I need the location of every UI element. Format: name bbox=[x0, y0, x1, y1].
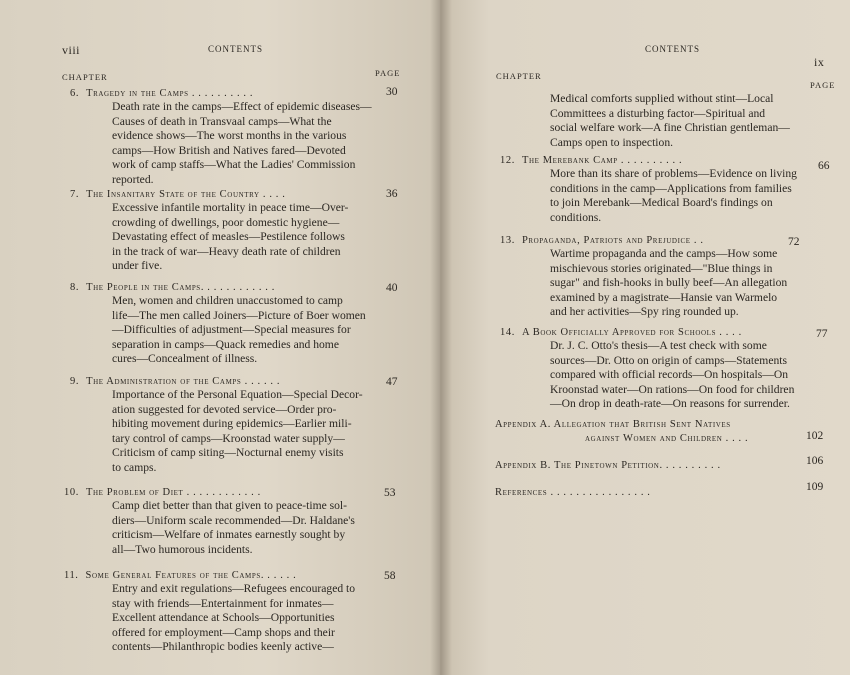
toc-entry bbox=[70, 88, 372, 188]
toc-entry bbox=[64, 570, 355, 655]
toc-entry-page: 66 bbox=[818, 160, 830, 172]
toc-entry-summary: More than its share of problems—Evidence on living conditions in the camp—Applications from families to join Merebank—Medical Board's findings on conditions. bbox=[550, 167, 797, 224]
appendix-a-title: Appendix A. Allegation that British Sent Natives bbox=[495, 419, 731, 430]
toc-entry-title: 8. The People in the Camps. . . . . . . . . . . . bbox=[70, 282, 275, 293]
toc-entry bbox=[70, 376, 363, 476]
right-page bbox=[440, 0, 850, 675]
page-column-heading: PAGE bbox=[810, 80, 836, 90]
toc-continuation-summary: Medical comforts supplied without stint—Local Committees a disturbing factor—Spiritual and social welfare work—A fine Christian gentleman— Camps open to inspection. bbox=[550, 92, 790, 149]
toc-entry-summary: Dr. J. C. Otto's thesis—A test check with some sources—Dr. Otto on origin of camps—Statements compared with official records—On hospitals—On Kroonstad water—On rations—On food for children —On drop in death-rate—On reasons for surrender. bbox=[550, 339, 795, 411]
book-gutter bbox=[430, 0, 452, 675]
toc-entry-summary: Excessive infantile mortality in peace time—Over- crowding of dwellings, poor domestic hygiene— Devastating effect of measles—Pestilence follows in the track of war—Heavy death rate of children under five. bbox=[112, 201, 349, 273]
toc-entry-page: 58 bbox=[384, 570, 396, 582]
references-title: References . . . . . . . . . . . . . . . . bbox=[495, 487, 651, 498]
toc-entry-title: 6. Tragedy in the Camps . . . . . . . . . . bbox=[70, 88, 254, 99]
toc-entry-summary: Entry and exit regulations—Refugees encouraged to stay with friends—Entertainment for inmates— Excellent attendance at Schools—Opportunities offered for employment—Camp shops and their contents—Philanthropic bodies keenly active— bbox=[112, 582, 356, 654]
toc-entry-summary: Importance of the Personal Equation—Special Decor- ation suggested for devoted service—Order pro- hibiting movement during epidemics—Earlier mili- tary control of camps—Kroonstad water supply— Criticism of camp siting—Nocturnal enemy visits to camps. bbox=[112, 388, 363, 474]
toc-entry-title: 9. The Administration of the Camps . . . . . . bbox=[70, 376, 281, 387]
toc-entry-page: 106 bbox=[806, 455, 824, 467]
chapter-column-heading: CHAPTER bbox=[496, 71, 542, 81]
running-head: CONTENTS bbox=[645, 44, 700, 54]
toc-entry-page: 109 bbox=[806, 481, 824, 493]
toc-entry-page: 53 bbox=[384, 487, 396, 499]
toc-entry-page: 77 bbox=[816, 328, 828, 340]
toc-entry-page: 40 bbox=[386, 282, 398, 294]
toc-entry-page: 47 bbox=[386, 376, 398, 388]
toc-entry-page: 36 bbox=[386, 188, 398, 200]
toc-entry bbox=[500, 235, 787, 320]
toc-entry bbox=[64, 487, 355, 557]
toc-entry bbox=[70, 189, 348, 274]
toc-entry bbox=[70, 282, 366, 367]
toc-entry-page: 102 bbox=[806, 430, 824, 442]
toc-entry-title: 14. A Book Officially Approved for Schools . . . . bbox=[500, 327, 742, 338]
running-head: CONTENTS bbox=[208, 44, 263, 54]
toc-entry-title: 10. The Problem of Diet . . . . . . . . . . . . bbox=[64, 487, 261, 498]
appendix-b-title: Appendix B. The Pinetown Petition. . . . . . . . . . bbox=[495, 460, 721, 471]
toc-entry bbox=[500, 155, 797, 225]
toc-entry-page: 30 bbox=[386, 86, 398, 98]
toc-entry bbox=[500, 327, 794, 412]
page-column-heading: PAGE bbox=[375, 68, 401, 78]
toc-entry-title: 7. The Insanitary State of the Country . . . . bbox=[70, 189, 286, 200]
toc-entry-title: 11. Some General Features of the Camps. . . . . . bbox=[64, 570, 297, 581]
toc-entry-page: 72 bbox=[788, 236, 800, 248]
page-folio: ix bbox=[814, 55, 825, 69]
appendix-a-title-continued: against Women and Children . . . . bbox=[585, 433, 749, 444]
toc-entry-summary: Camp diet better than that given to peace-time sol- diers—Uniform scale recommended—Dr. Haldane's criticism—Welfare of inmates earnestly sought by all—Two humorous incidents. bbox=[112, 499, 355, 556]
toc-entry-summary: Men, women and children unaccustomed to camp life—The men called Joiners—Picture of Boer women —Difficulties of adjustment—Special measures for separation in camps—Quack remedies and home cures—Concealment of illness. bbox=[112, 294, 366, 366]
toc-entry-title: 13. Propaganda, Patriots and Prejudice . . bbox=[500, 235, 704, 246]
toc-entry-title: 12. The Merebank Camp . . . . . . . . . . bbox=[500, 155, 683, 166]
chapter-column-heading: CHAPTER bbox=[62, 72, 108, 82]
toc-entry-summary: Wartime propaganda and the camps—How some mischievous stories originated—"Blue things in sugar" and fish-hooks in bully beef—An allegation examined by a magistrate—Hansie van Warmelo and her activities—Spy ring rounded up. bbox=[550, 247, 788, 319]
page-folio: viii bbox=[62, 43, 81, 57]
toc-entry-summary: Death rate in the camps—Effect of epidemic diseases— Causes of death in Transvaal camps—What the evidence shows—The worst months in the various camps—How British and Natives fared—Devoted work of camp staffs—What the Ladies' Commission reported. bbox=[112, 100, 372, 186]
